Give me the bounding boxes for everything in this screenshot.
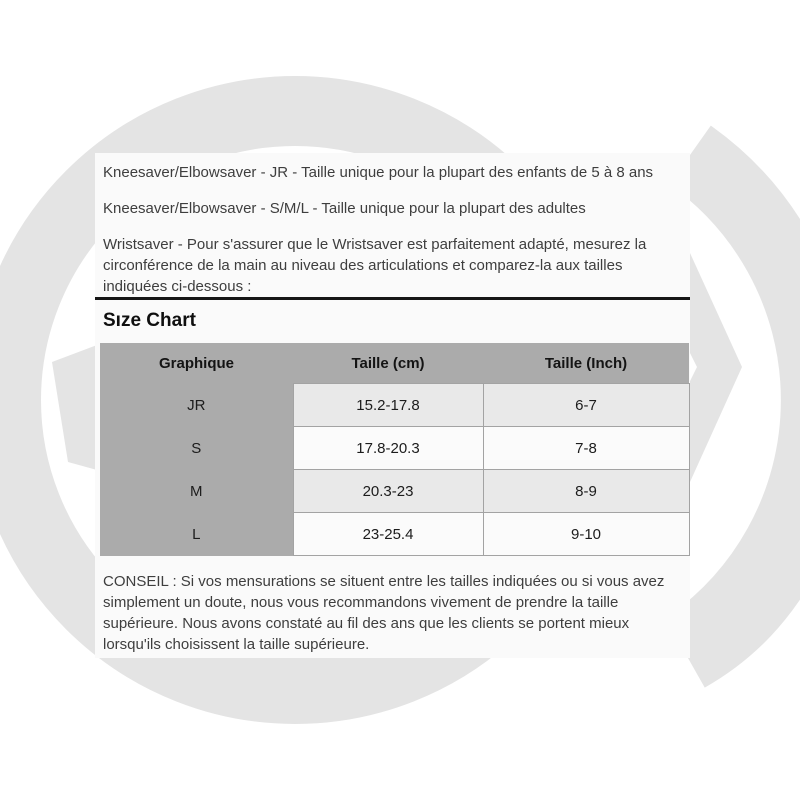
size-label: M bbox=[100, 470, 293, 513]
intro-paragraph-wristsaver: Wristsaver - Pour s'assurer que le Wristsaver est parfaitement adapté, mesurez la circonférence de la main au niveau des articulations et comparez-la aux tailles indiquées ci-dessous : bbox=[103, 236, 647, 295]
table-row-m bbox=[100, 470, 689, 513]
size-inch-value: 8-9 bbox=[483, 470, 689, 513]
size-chart-title: Sıze Chart bbox=[103, 310, 196, 331]
size-label: L bbox=[100, 513, 293, 556]
size-chart-table bbox=[100, 343, 690, 556]
size-inch-value: 9-10 bbox=[483, 513, 689, 556]
table-row-s bbox=[100, 427, 689, 470]
table-row-l bbox=[100, 513, 689, 556]
size-cm-value: 20.3-23 bbox=[293, 470, 483, 513]
advice-text: CONSEIL : Si vos mensurations se situent entre les tailles indiquées ou si vous avez simplement un doute, nous vous recommandons vivement de prendre la taille supérieure. Nous avons constaté au fil des ans que les clients se portent mieux lorsqu'ils choisissent la taille supérieure. bbox=[103, 573, 665, 653]
size-cm-value: 23-25.4 bbox=[293, 513, 483, 556]
intro-paragraph-sml: Kneesaver/Elbowsaver - S/M/L - Taille unique pour la plupart des adultes bbox=[103, 200, 586, 217]
size-cm-value: 17.8-20.3 bbox=[293, 427, 483, 470]
section-divider bbox=[95, 297, 690, 300]
size-cm-value: 15.2-17.8 bbox=[293, 384, 483, 427]
size-inch-value: 7-8 bbox=[483, 427, 689, 470]
column-header-taille-inch: Taille (Inch) bbox=[483, 343, 689, 384]
size-inch-value: 6-7 bbox=[483, 384, 689, 427]
column-header-graphique: Graphique bbox=[100, 343, 293, 384]
intro-section bbox=[95, 153, 690, 297]
size-label: S bbox=[100, 427, 293, 470]
size-label: JR bbox=[100, 384, 293, 427]
table-header-row bbox=[100, 343, 689, 384]
column-header-taille-cm: Taille (cm) bbox=[293, 343, 483, 384]
intro-paragraph-jr: Kneesaver/Elbowsaver - JR - Taille unique pour la plupart des enfants de 5 à 8 ans bbox=[103, 164, 654, 181]
table-row-jr bbox=[100, 384, 689, 427]
size-guide-panel bbox=[95, 153, 690, 658]
